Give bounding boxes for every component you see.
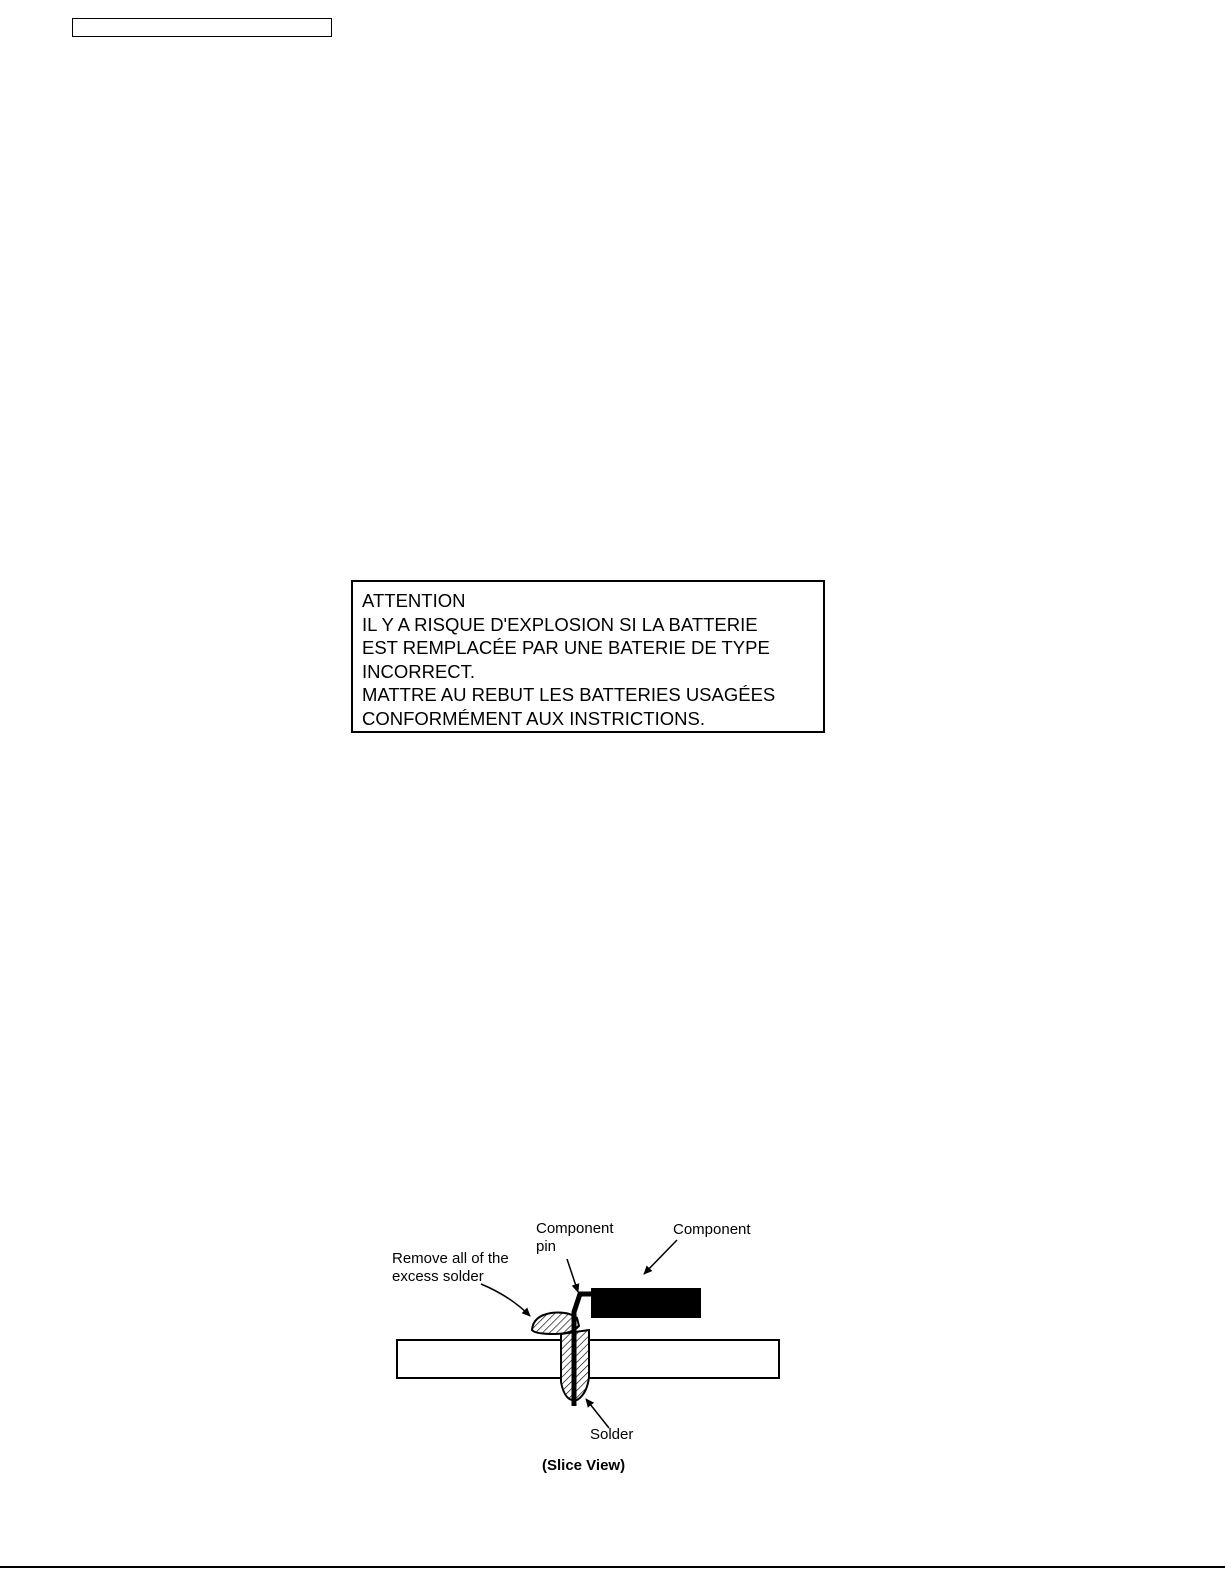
label-component-pin-1: Component bbox=[536, 1220, 614, 1237]
attention-title: ATTENTION bbox=[362, 590, 466, 611]
label-component-pin-2: pin bbox=[536, 1238, 557, 1255]
figure-caption: (Slice View) bbox=[542, 1457, 626, 1474]
label-remove-excess-solder-1: Remove all of the bbox=[392, 1250, 509, 1267]
attention-line-4: MATTRE AU REBUT LES BATTERIES USAGÉES bbox=[362, 684, 776, 705]
arrow-excess-solder bbox=[481, 1284, 530, 1316]
label-remove-excess-solder-2: excess solder bbox=[392, 1268, 484, 1285]
attention-line-1: IL Y A RISQUE D'EXPLOSION SI LA BATTERIE bbox=[362, 613, 758, 635]
footer-rule bbox=[0, 1566, 1225, 1568]
attention-line-5: CONFORMÉMENT AUX INSTRICTIONS. bbox=[362, 707, 705, 729]
attention-warning-box bbox=[351, 580, 825, 733]
arrow-component bbox=[644, 1240, 677, 1274]
arrow-solder bbox=[586, 1399, 609, 1428]
label-component: Component bbox=[673, 1221, 751, 1238]
label-solder: Solder bbox=[590, 1426, 634, 1443]
attention-line-2: EST REMPLACÉE PAR UNE BATERIE DE TYPE bbox=[362, 637, 770, 658]
solder-slice-view-figure bbox=[380, 1212, 800, 1482]
header-box bbox=[72, 18, 332, 37]
arrow-component-pin bbox=[567, 1259, 578, 1292]
attention-line-3: INCORRECT. bbox=[362, 660, 476, 682]
component-body bbox=[591, 1288, 701, 1318]
